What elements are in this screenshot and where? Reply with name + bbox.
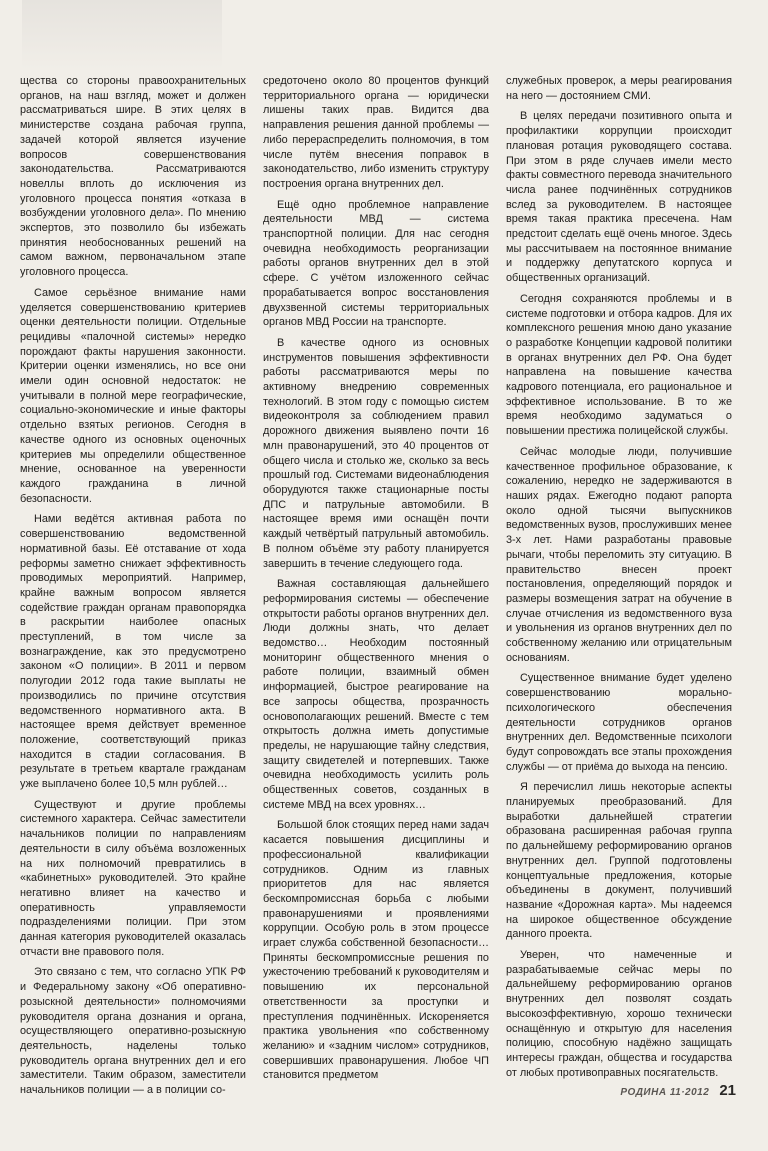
paragraph: Важная составляющая дальнейшего реформирования системы — обеспечение открытости работы органов внутренних дел. Люди должны знать, что делает ведомство… Необходим постоянный мониторинг общественного мнения о работе полиции, взаимный обмен информацией, быстрое реагирование на все запросы общества, прозрачность основополагающих решений. Вместе с тем открытость должна иметь допустимые пределы, не нарушающие тайну следствия, защиту свидетелей и потерпевших. Также очевидна необходимость усилить роль общественных советов, созданных в системе МВД на всех уровнях… — [263, 578, 489, 811]
paragraph: В качестве одного из основных инструментов повышения эффективности работы рассматриваются меры по активному внедрению современных технологий. В этом году с помощью систем видеоконтроля за соблюдением правил дорожного движения выявлено почти 16 млн правонарушений, это 40 процентов от общего числа и столько же, сколько за весь прошлый год. Системами видеонаблюдения оборудуются также стационарные посты ДПС и патрульные автомобили. В настоящее время ими оснащён почти каждый четвёртый патрульный автомобиль. В полном объёме эту работу планируется завершить в течение следующего года. — [263, 336, 489, 570]
paragraph: В целях передачи позитивного опыта и профилактики коррупции происходит плановая ротация руководящего состава. При этом в ряде случаев имели место факты совместного перевода значительного числа ранее подчинённых сотрудников вслед за руководителем. В настоящее время такая практика пресечена. Нам предстоит сделать ещё очень многое. Здесь мы рассчитываем на постоянное внимание и поддержку депутатского корпуса и общественных организаций. — [506, 110, 732, 285]
paragraph: Ещё одно проблемное направление деятельности МВД — система транспортной полиции. Для нас сегодня очевидна необходимость реорганизации работы органов внутренних дел в этой сфере. С учётом изложенного сейчас прорабатывается вопрос восстановления двухзвенной системы территориальных органов МВД России на транспорте. — [263, 198, 489, 329]
top-header-shade — [22, 0, 222, 70]
paragraph: Я перечислил лишь некоторые аспекты планируемых преобразований. Для выработки дальнейшей стратегии образована расширенная рабочая группа по дальнейшему реформированию органов внутренних дел. Группой подготовлены концептуальные предложения, которые объединены в документ, получивший название «Дорожная карта». Мы надеемся на широкое общественное обсуждение данного проекта. — [506, 781, 732, 941]
paragraph: Существуют и другие проблемы системного характера. Сейчас заместители начальников полиции по направлениям деятельности в силу объёма возложенных на них полномочий превратились в «кабинетных» руководителей. Это крайне негативно влияет на качество и оперативность управляемости подразделениями полиции. При этом данная категория руководителей оказалась отчасти вне правового поля. — [20, 798, 246, 958]
paragraph: Сегодня сохраняются проблемы и в системе подготовки и отбора кадров. Для их комплексного решения мною дано указание о разработке Концепции кадровой политики в органах внутренних дел РФ. Она будет направлена на повышение качества кадрового потенциала, его рациональное и эффективное использование. В то же время необходимо задуматься о повышении престижа полицейской службы. — [506, 292, 732, 438]
page-number: 21 — [719, 1082, 736, 1099]
column-1 — [20, 74, 246, 1097]
paragraph: средоточено около 80 процентов функций территориального органа — юридически лишены таких прав. Видится два направления решения данной проблемы — либо перераспределить полномочия, в том числе путём внесения поправок в законодательство, либо изменить структуру построения органа внутренних дел. — [263, 75, 489, 190]
paragraph: Это связано с тем, что согласно УПК РФ и Федеральному закону «Об оперативно-розыскной деятельности» полномочиями руководителя органа дознания и органа, осуществляющего оперативно-розыскную деятельность, наделены только руководитель органа внутренних дел и его заместители. Таким образом, заместители начальников полиции — а в полиции со- — [20, 966, 246, 1097]
page-footer — [612, 1082, 736, 1104]
paragraph: Самое серьёзное внимание нами уделяется совершенствованию критериев оценки деятельности полиции. Отдельные рецидивы «палочной системы» нередко порождают факты нарушения законности. Критерии оценки изменялись, но все они имели один основной недостаток: не учитывали в полной мере географические, социально-экономические и иные факторы отдельно взятых регионов. Сегодня в качестве одного из основных оценочных критериев мы определили общественное мнение, основанное на уверенности каждого гражданина в личной безопасности. — [20, 286, 246, 505]
paragraph: Нами ведётся активная работа по совершенствованию ведомственной нормативной базы. Её отставание от хода реформы заметно снижает эффективность проводимых мероприятий. Например, крайне важным вопросом является содействие граждан органам правопорядка в раскрытии наиболее опасных преступлений, в том числе за вознаграждение, как это предусмотрено законом «О полиции». В 2011 и первом полугодии 2012 года такие выплаты не производились по причине отсутствия ведомственного нормативного акта. В настоящее время действует временное положение, соответствующий приказ находится в стадии согласования. В результате в третьем квартале гражданам уже выплачено более 10,5 млн рублей… — [20, 513, 246, 791]
paragraph: Уверен, что намеченные и разрабатываемые сейчас меры по дальнейшему реформированию органов внутренних дел позволят создать высокоэффективную, хорошо технически оснащённую и открытую для населения полицию, способную надёжно защищать интересы граждан, общества и государства от любых противоправных посягательств. — [506, 949, 732, 1079]
paragraph: Сейчас молодые люди, получившие качественное профильное образование, к сожалению, нередко не задерживаются в наших рядах. Ежегодно подают рапорта около одной тысячи выпускников ведомственных вузов, прослуживших менее 3-х лет. Нами разработаны правовые рычаги, чтобы переломить эту ситуацию. В правительство внесен проект постановления, определяющий порядок и размеры возмещения затрат на обучение в случае отчисления из ведомственного вуза и увольнения из органов внутренних дел по собственному желанию или отрицательным основаниям. — [506, 445, 732, 664]
paragraph: Большой блок стоящих перед нами задач касается повышения дисциплины и профессиональной квалификации сотрудников. Одним из главных приоритетов для нас является бескомпромиссная борьба с любыми правонарушениями и проявлениями коррупции. Особую роль в этом процессе играет служба собственной безопасности… Приняты бескомпромиссные решения по ужесточению требований к руководителям и повышению их персональной ответственности за проступки и преступления подчинённых. Искореняется практика увольнения «по собственному желанию» и «задним числом» сотрудников, совершивших правонарушения. Любое ЧП становится предметом — [263, 819, 489, 1082]
magazine-issue-label: РОДИНА 11·2012 — [620, 1087, 710, 1098]
column-3 — [506, 74, 732, 1089]
paragraph: щества со стороны правоохранительных органов, на наш взгляд, может и должен рассматриваться шире. В этих целях в министерстве создана рабочая группа, задачей которой является изучение вопросов совершенствования законодательства. Рассматриваются новеллы вплоть до исключения из уголовного процесса понятия «отказа в возбуждении уголовного дела». По мнению экспертов, это позволило бы избежать принятия необоснованных решений на самом важном, первоначальном этапе уголовного процесса. — [20, 75, 246, 279]
paragraph: Существенное внимание будет уделено совершенствованию морально-психологического обеспечения деятельности сотрудников органов внутренних дел. Ведомственные психологи будут сопровождать все этапы прохождения службы — от приёма до выхода на пенсию. — [506, 672, 732, 773]
column-2 — [263, 74, 489, 1089]
paragraph: служебных проверок, а меры реагирования на него — достоянием СМИ. — [506, 75, 732, 102]
